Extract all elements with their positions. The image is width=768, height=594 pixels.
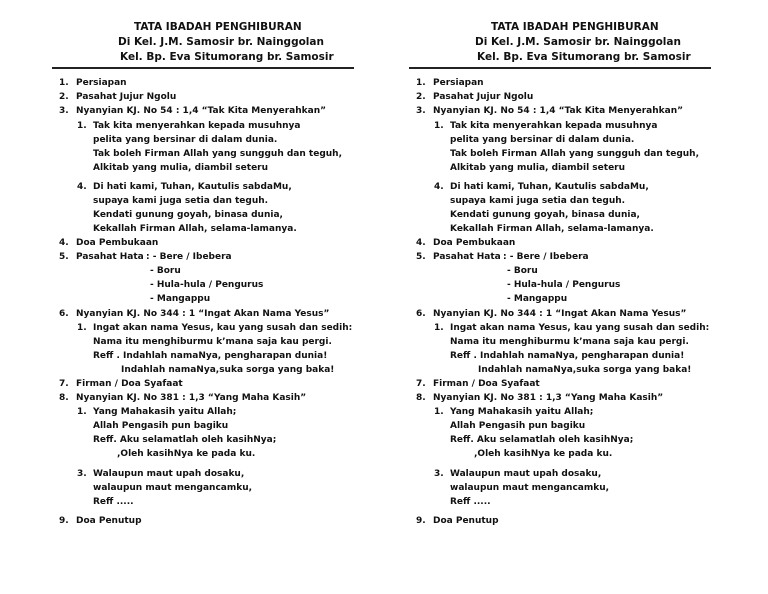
verse-line: walaupun maut mengancamku, xyxy=(450,483,610,493)
item-text: Pasahat Hata xyxy=(433,252,501,262)
title: TATA IBADAH PENGHIBURAN xyxy=(491,21,659,33)
verse-line: Kekallah Firman Allah, selama-lamanya. xyxy=(450,224,654,234)
verse-number: 3. xyxy=(434,469,444,479)
item-text: Doa Pembukaan xyxy=(76,238,159,248)
recipient-line: : - Bere / Ibebera xyxy=(146,252,232,262)
verse-line: Alkitab yang mulia, diambil seteru xyxy=(93,163,269,173)
item-number: 9. xyxy=(59,516,69,526)
verse-line: walaupun maut mengancamku, xyxy=(93,483,253,493)
verse-line: Kendati gunung goyah, binasa dunia, xyxy=(93,210,283,220)
item-number: 8. xyxy=(59,393,69,403)
recipient-line: : - Bere / Ibebera xyxy=(503,252,589,262)
item-number: 5. xyxy=(416,252,426,262)
header-line-2: Kel. Bp. Eva Situmorang br. Samosir xyxy=(120,51,334,63)
item-text: Persiapan xyxy=(76,78,127,88)
verse-line: Di hati kami, Tuhan, Kautulis sabdaMu, xyxy=(93,182,292,192)
item-text: Nyanyian KJ. No 381 : 1,3 “Yang Maha Kasih” xyxy=(76,393,307,403)
verse-number: 1. xyxy=(434,323,444,333)
item-number: 4. xyxy=(416,238,426,248)
verse-number: 1. xyxy=(77,407,87,417)
verse-line: Tak boleh Firman Allah yang sungguh dan teguh, xyxy=(93,149,343,159)
verse-number: 1. xyxy=(434,407,444,417)
verse-line: Nama itu menghiburmu k’mana saja kau pergi. xyxy=(450,337,689,347)
verse-number: 1. xyxy=(77,323,87,333)
verse-number: 4. xyxy=(434,182,444,192)
header-line-1: Di Kel. J.M. Samosir br. Nainggolan xyxy=(475,36,681,48)
verse-line: Di hati kami, Tuhan, Kautulis sabdaMu, xyxy=(450,182,649,192)
item-number: 8. xyxy=(416,393,426,403)
recipient-line: - Hula-hula / Pengurus xyxy=(150,280,264,290)
item-number: 9. xyxy=(416,516,426,526)
item-number: 7. xyxy=(59,379,69,389)
item-text: Firman / Doa Syafaat xyxy=(433,379,540,389)
verse-line: ,Oleh kasihNya ke pada ku. xyxy=(474,449,613,459)
verse-line: Walaupun maut upah dosaku, xyxy=(93,469,245,479)
recipient-line: - Hula-hula / Pengurus xyxy=(507,280,621,290)
item-text: Firman / Doa Syafaat xyxy=(76,379,183,389)
item-text: Nyanyian KJ. No 54 : 1,4 “Tak Kita Menyerahkan” xyxy=(433,106,684,116)
verse-line: ,Oleh kasihNya ke pada ku. xyxy=(117,449,256,459)
verse-line: Reff. Aku selamatlah oleh kasihNya; xyxy=(450,435,634,445)
verse-number: 4. xyxy=(77,182,87,192)
item-text: Pasahat Jujur Ngolu xyxy=(76,92,177,102)
verse-line: Kekallah Firman Allah, selama-lamanya. xyxy=(93,224,297,234)
header-line-2: Kel. Bp. Eva Situmorang br. Samosir xyxy=(477,51,691,63)
item-number: 4. xyxy=(59,238,69,248)
verse-line: supaya kami juga setia dan teguh. xyxy=(93,196,269,206)
verse-line: Indahlah namaNya,suka sorga yang baka! xyxy=(478,365,692,375)
verse-line: Tak kita menyerahkan kepada musuhnya xyxy=(450,121,658,131)
header-line-1: Di Kel. J.M. Samosir br. Nainggolan xyxy=(118,36,324,48)
verse-line: supaya kami juga setia dan teguh. xyxy=(450,196,626,206)
verse-line: Ingat akan nama Yesus, kau yang susah dan sedih: xyxy=(450,323,710,333)
item-number: 3. xyxy=(59,106,69,116)
verse-line: Kendati gunung goyah, binasa dunia, xyxy=(450,210,640,220)
verse-number: 3. xyxy=(77,469,87,479)
verse-line: Allah Pengasih pun bagiku xyxy=(93,421,229,431)
item-text: Nyanyian KJ. No 344 : 1 “Ingat Akan Nama Yesus” xyxy=(433,309,687,319)
item-number: 7. xyxy=(416,379,426,389)
item-text: Nyanyian KJ. No 54 : 1,4 “Tak Kita Menyerahkan” xyxy=(76,106,327,116)
recipient-line: - Mangappu xyxy=(507,294,568,304)
item-number: 2. xyxy=(59,92,69,102)
item-text: Pasahat Hata xyxy=(76,252,144,262)
verse-line: Walaupun maut upah dosaku, xyxy=(450,469,602,479)
verse-line: Reff. Aku selamatlah oleh kasihNya; xyxy=(93,435,277,445)
verse-line: pelita yang bersinar di dalam dunia. xyxy=(450,135,635,145)
verse-line: Tak boleh Firman Allah yang sungguh dan teguh, xyxy=(450,149,700,159)
item-number: 5. xyxy=(59,252,69,262)
verse-line: Tak kita menyerahkan kepada musuhnya xyxy=(93,121,301,131)
item-text: Doa Pembukaan xyxy=(433,238,516,248)
item-text: Doa Penutup xyxy=(76,516,142,526)
verse-line: Yang Mahakasih yaitu Allah; xyxy=(93,407,237,417)
item-number: 1. xyxy=(59,78,69,88)
header-divider xyxy=(52,67,354,69)
verse-number: 1. xyxy=(77,121,87,131)
item-text: Persiapan xyxy=(433,78,484,88)
header-divider xyxy=(409,67,711,69)
verse-line: Allah Pengasih pun bagiku xyxy=(450,421,586,431)
verse-line: Reff . Indahlah namaNya, pengharapan dunia! xyxy=(93,351,328,361)
verse-line: Yang Mahakasih yaitu Allah; xyxy=(450,407,594,417)
verse-line: Reff . Indahlah namaNya, pengharapan dunia! xyxy=(450,351,685,361)
verse-line: Nama itu menghiburmu k’mana saja kau pergi. xyxy=(93,337,332,347)
recipient-line: - Mangappu xyxy=(150,294,211,304)
verse-line: Alkitab yang mulia, diambil seteru xyxy=(450,163,626,173)
verse-line: pelita yang bersinar di dalam dunia. xyxy=(93,135,278,145)
verse-number: 1. xyxy=(434,121,444,131)
item-number: 6. xyxy=(416,309,426,319)
verse-line: Ingat akan nama Yesus, kau yang susah dan sedih: xyxy=(93,323,353,333)
title: TATA IBADAH PENGHIBURAN xyxy=(134,21,302,33)
verse-line: Reff ..... xyxy=(93,497,134,507)
recipient-line: - Boru xyxy=(507,266,538,276)
item-text: Pasahat Jujur Ngolu xyxy=(433,92,534,102)
item-text: Nyanyian KJ. No 344 : 1 “Ingat Akan Nama Yesus” xyxy=(76,309,330,319)
verse-line: Indahlah namaNya,suka sorga yang baka! xyxy=(121,365,335,375)
item-text: Nyanyian KJ. No 381 : 1,3 “Yang Maha Kasih” xyxy=(433,393,664,403)
item-number: 1. xyxy=(416,78,426,88)
item-number: 6. xyxy=(59,309,69,319)
item-number: 3. xyxy=(416,106,426,116)
item-text: Doa Penutup xyxy=(433,516,499,526)
item-number: 2. xyxy=(416,92,426,102)
verse-line: Reff ..... xyxy=(450,497,491,507)
recipient-line: - Boru xyxy=(150,266,181,276)
